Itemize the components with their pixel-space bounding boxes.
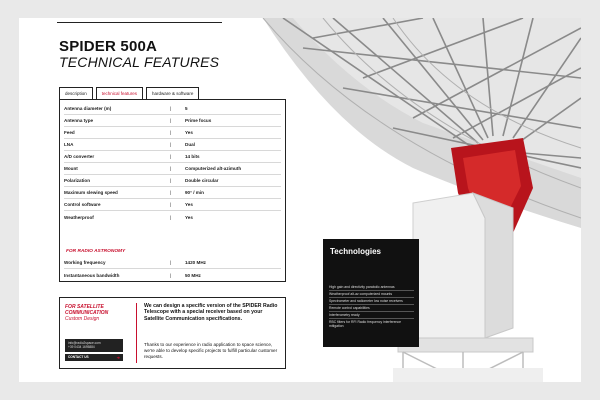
custom-design-label: Custom Design — [65, 316, 100, 322]
custom-design-box — [59, 297, 286, 369]
spec-key: LNA — [64, 142, 74, 147]
spec-row — [64, 269, 281, 281]
spec-key: Instantaneous bandwidth — [64, 272, 120, 278]
spec-row — [64, 139, 281, 151]
satellite-heading: FOR SATELLITE COMMUNICATION — [65, 304, 109, 316]
technology-item: RBC filters for RFI Radio frequency interference mitigation — [329, 320, 401, 328]
arrow-right-icon: ➜ — [116, 355, 120, 360]
contact-us-label: CONTACT US — [68, 355, 89, 359]
technologies-title: Technologies — [330, 247, 381, 256]
spec-key: Working frequency — [64, 260, 106, 265]
spec-row — [64, 211, 281, 223]
spec-separator: | — [170, 130, 172, 135]
spec-value: 90° / min — [185, 190, 204, 195]
content-column — [19, 18, 293, 382]
spec-value: Yes — [185, 202, 193, 207]
spec-key: Feed — [64, 130, 75, 135]
page-title: SPIDER 500A — [59, 38, 158, 55]
specs-panel — [59, 99, 286, 282]
brochure-page — [19, 18, 581, 382]
spec-value: Computerized alt-azimuth — [185, 166, 242, 171]
spec-row — [64, 163, 281, 175]
spec-key: Maximum slewing speed — [64, 190, 118, 195]
spec-row — [64, 103, 281, 115]
tab-hardware-software[interactable]: hardware & software — [146, 87, 199, 99]
spec-separator: | — [170, 166, 172, 171]
technology-item: Spectrometer and radiometer low noise receivers — [329, 298, 414, 305]
tab-bar — [59, 87, 202, 99]
spec-row — [64, 115, 281, 127]
technology-item: Interferometry ready — [329, 312, 414, 319]
spec-separator: | — [170, 142, 172, 147]
spec-separator: | — [170, 202, 172, 207]
spec-separator: | — [170, 214, 172, 220]
spec-separator: | — [170, 118, 172, 123]
spec-value: 5 — [185, 106, 188, 111]
technology-item: Weatherproof alt-az computerized mounts — [329, 291, 414, 298]
spec-value: 14 bits — [185, 154, 200, 159]
spec-value: Dual — [185, 142, 195, 147]
spec-value: 1420 MHz — [185, 260, 206, 265]
spec-separator: | — [170, 190, 172, 195]
tab-description[interactable]: description — [59, 87, 93, 99]
radio-astronomy-heading: FOR RADIO ASTRONOMY — [66, 249, 126, 254]
spec-separator: | — [170, 272, 172, 278]
spec-key: Mount — [64, 166, 78, 171]
contact-email[interactable]: info@radio2space.com — [68, 341, 101, 345]
spec-row — [64, 175, 281, 187]
technologies-box — [323, 239, 419, 347]
spec-value: 50 MHz — [185, 272, 201, 278]
spec-row — [64, 187, 281, 199]
technology-item: High gain and directivity parabolic antennas — [329, 284, 414, 291]
spec-row — [64, 127, 281, 139]
tab-technical-features[interactable]: technical features — [96, 87, 143, 99]
technology-item: Remote control capabilities — [329, 305, 414, 312]
specs-table — [64, 103, 281, 223]
vertical-divider — [136, 303, 137, 363]
spec-value: Yes — [185, 214, 193, 220]
custom-experience-text: Thanks to our experience in radio application to space science, we're able to develop specific projects to fulfill particular customer requests. — [144, 342, 278, 359]
spec-separator: | — [170, 106, 172, 111]
spec-separator: | — [170, 154, 172, 159]
spec-value: Yes — [185, 130, 193, 135]
contact-phone: +39 0434 1695884 — [68, 345, 95, 349]
spec-key: Weatherproof — [64, 214, 94, 220]
spec-key: Polarization — [64, 178, 91, 183]
spec-key: Antenna diameter (m) — [64, 106, 112, 111]
top-rule — [57, 22, 222, 23]
spec-key: A/D converter — [64, 154, 95, 159]
spec-value: Prime focus — [185, 118, 212, 123]
spec-key: Antenna type — [64, 118, 94, 123]
custom-pitch-text: We can design a specific version of the SPIDER Radio Telescope with a special receiver based on your Satellite Communication specifications. — [144, 303, 278, 322]
spec-row — [64, 151, 281, 163]
page-subtitle: TECHNICAL FEATURES — [59, 54, 220, 70]
spec-key: Control software — [64, 202, 101, 207]
spec-separator: | — [170, 178, 172, 183]
contact-us-button[interactable] — [65, 354, 123, 361]
contact-info — [65, 339, 123, 352]
radio-specs-table — [64, 257, 281, 281]
spec-separator: | — [170, 260, 172, 265]
spec-row — [64, 199, 281, 211]
technologies-list — [329, 284, 414, 329]
spec-row — [64, 257, 281, 269]
spec-value: Double circular — [185, 178, 219, 183]
